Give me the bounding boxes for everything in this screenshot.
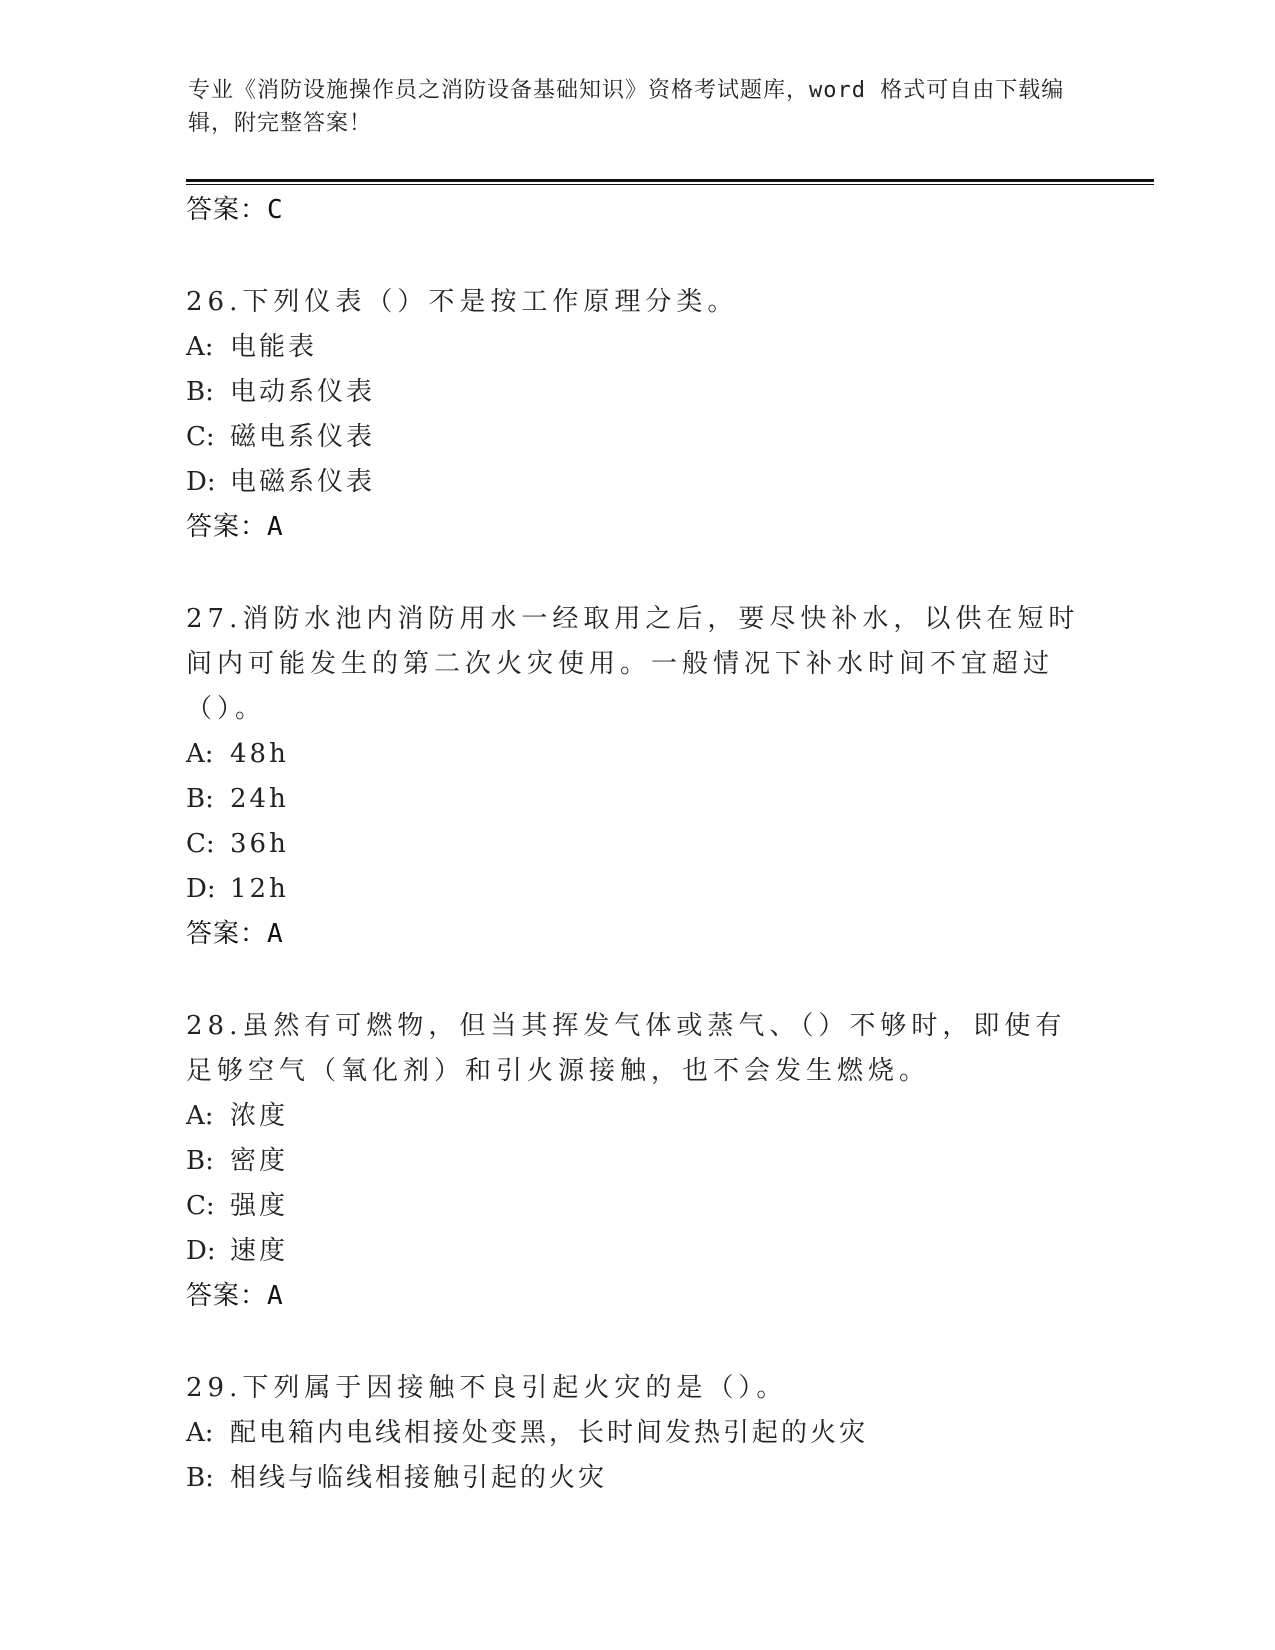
- option-text: 配电箱内电线相接处变黑，长时间发热引起的火灾: [230, 1418, 869, 1448]
- option-text: 电能表: [230, 332, 318, 362]
- option-a: [186, 732, 1086, 777]
- option-letter: C:: [186, 829, 215, 859]
- answer-line: 答案：C: [186, 195, 284, 225]
- question-29: [186, 1366, 1086, 1501]
- option-letter: B:: [186, 1146, 214, 1176]
- option-letter: A:: [186, 739, 214, 769]
- option-b: [186, 1139, 1086, 1184]
- question-27: [186, 597, 1086, 957]
- option-letter: A:: [186, 1418, 214, 1448]
- question-stem: 28.虽然有可燃物，但当其挥发气体或蒸气、（）不够时，即使有足够空气（氧化剂）和引火源接触，也不会发生燃烧。: [186, 1011, 1067, 1086]
- option-text: 速度: [230, 1236, 289, 1266]
- answer-line: 答案：A: [186, 1281, 284, 1311]
- option-letter: D:: [186, 467, 216, 497]
- option-text: 12h: [230, 874, 289, 904]
- option-a: [186, 1411, 1086, 1456]
- document-header: [188, 74, 1068, 140]
- answer-line: 答案：A: [186, 512, 284, 542]
- option-a: [186, 1094, 1086, 1139]
- option-text: 浓度: [230, 1101, 289, 1131]
- option-letter: C:: [186, 1191, 215, 1221]
- option-text: 磁电系仪表: [230, 422, 376, 452]
- question-stem: 29.下列属于因接触不良引起火灾的是（）。: [186, 1373, 788, 1403]
- option-b: [186, 1456, 1086, 1501]
- option-text: 强度: [230, 1191, 289, 1221]
- option-c: [186, 1184, 1086, 1229]
- option-letter: D:: [186, 1236, 216, 1266]
- option-d: [186, 460, 1086, 505]
- option-letter: A:: [186, 1101, 214, 1131]
- option-a: [186, 325, 1086, 370]
- option-b: [186, 777, 1086, 822]
- option-letter: A:: [186, 332, 214, 362]
- question-list: [186, 188, 1086, 1548]
- question-28: [186, 1004, 1086, 1319]
- option-c: [186, 822, 1086, 867]
- option-letter: B:: [186, 1463, 214, 1493]
- option-text: 相线与临线相接触引起的火灾: [230, 1463, 608, 1493]
- option-d: [186, 867, 1086, 912]
- answer-line: 答案：A: [186, 919, 284, 949]
- option-text: 电磁系仪表: [230, 467, 376, 497]
- option-text: 电动系仪表: [230, 377, 376, 407]
- option-text: 24h: [230, 784, 289, 814]
- option-d: [186, 1229, 1086, 1274]
- header-divider-thin: [186, 184, 1154, 185]
- question-stem: 27.消防水池内消防用水一经取用之后，要尽快补水，以供在短时间内可能发生的第二次火灾使用。一般情况下补水时间不宜超过（）。: [186, 604, 1080, 724]
- option-text: 密度: [230, 1146, 289, 1176]
- option-b: [186, 370, 1086, 415]
- option-text: 36h: [230, 829, 289, 859]
- question-26: [186, 280, 1086, 550]
- question-stem: 26.下列仪表（）不是按工作原理分类。: [186, 287, 739, 317]
- option-letter: D:: [186, 874, 216, 904]
- option-text: 48h: [230, 739, 289, 769]
- header-divider-thick: [186, 179, 1154, 182]
- option-letter: C:: [186, 422, 215, 452]
- option-letter: B:: [186, 377, 214, 407]
- header-text: 专业《消防设施操作员之消防设备基础知识》资格考试题库，word 格式可自由下载编辑，附完整答案！: [188, 78, 1065, 136]
- option-c: [186, 415, 1086, 460]
- option-letter: B:: [186, 784, 214, 814]
